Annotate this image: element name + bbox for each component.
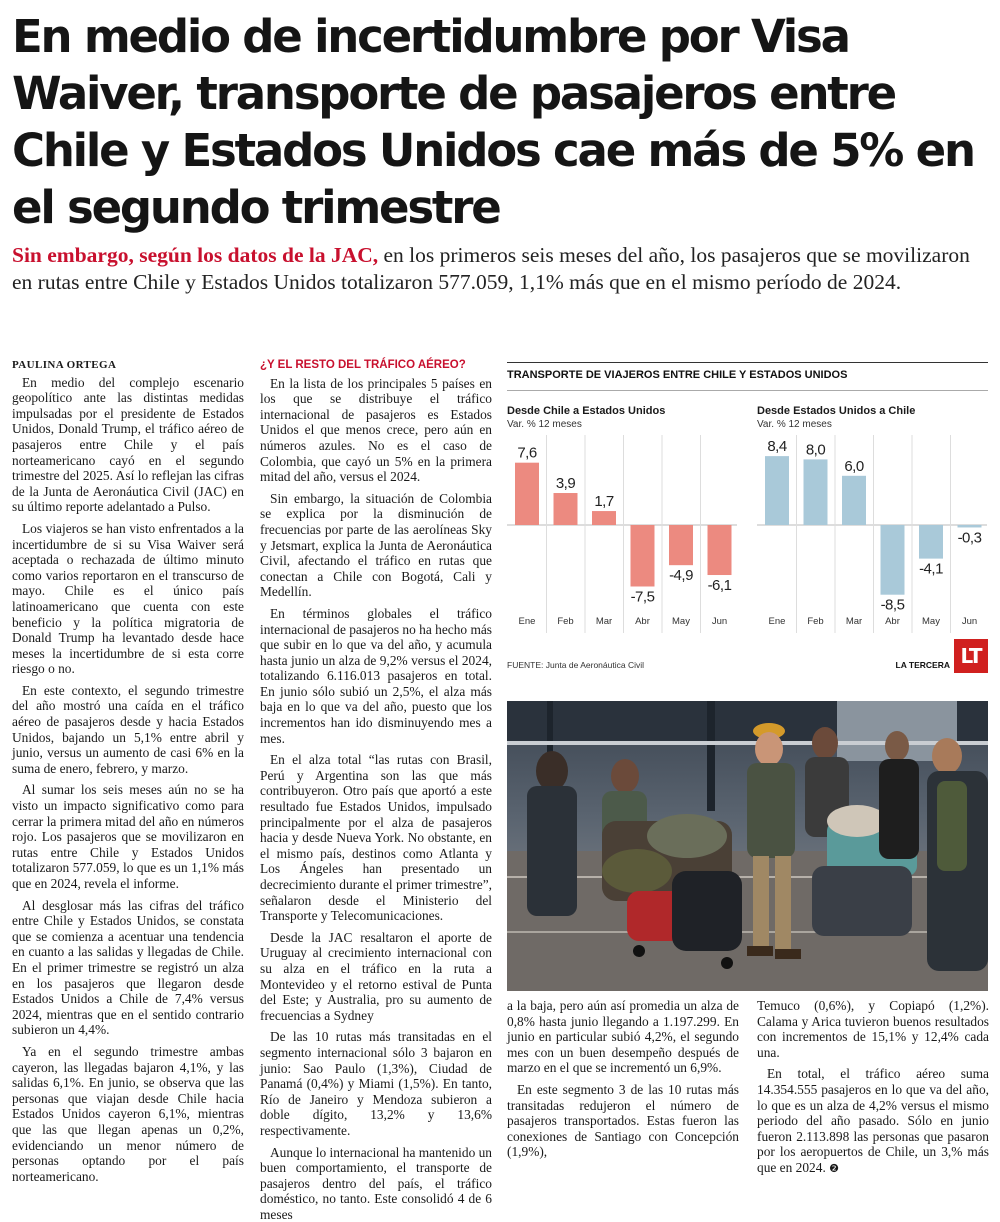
chart-left-title: Desde Chile a Estados Unidos xyxy=(507,405,665,417)
chart-data-label: 8,4 xyxy=(767,438,787,455)
paragraph: En términos globales el tráfico internacional de pasajeros no ha hecho más que subir en lo que va del año, y acumula hasta junio un alza de 9,2% versus el 2024, totalizando 6.116.013 pasajeros en total. En junio sólo subió un 2,5%, el alza más baja en lo que va del año, puesto que los incrementos han ido disminuyendo mes a mes. xyxy=(260,606,492,746)
chart-tick-label: Feb xyxy=(807,616,823,627)
paragraph: Aunque lo internacional ha mantenido un buen comportamiento, el transporte de pasajeros dentro del país, el tráfico doméstico, no tanto. Este consolidó 4 de 6 meses xyxy=(260,1145,492,1222)
bar-chart-panel xyxy=(507,362,988,675)
chart-tick-label: May xyxy=(672,616,690,627)
lede-highlight: Sin embargo, según los datos de la JAC, xyxy=(12,243,378,267)
paragraph: En el alza total “las rutas con Brasil, Perú y Argentina son las que más contribuyeron. Otro país que aportó a este resultado fue Estados Unidos, impulsado principalmente por el alza de pasajeros hacia y desde Nueva York. No obstante, en el mismo país, destinos como Atlanta y Los Ángeles han presentado un decrecimiento durante el primer trimestre”, señalaron desde el Ministerio del Transporte y Telecomunicaciones. xyxy=(260,752,492,924)
chart-title: TRANSPORTE DE VIAJEROS ENTRE CHILE Y ESTADOS UNIDOS xyxy=(507,369,847,381)
paragraph: En la lista de los principales 5 países en los que se distribuye el tráfico internacional de pasajeros es Estados Unidos el que menos crece, pero aún en números azules. No es el caso de Colombia, que cayó un 5% en la primera mitad del año, versus el 2024. xyxy=(260,376,492,485)
lede xyxy=(12,242,987,296)
chart-bar xyxy=(515,463,539,525)
paragraph: Ya en el segundo trimestre ambas cayeron, las llegadas bajaron 4,1%, y las salidas 6,1%. En junio, se observa que las personas que viajan desde Chile hacia Estados Unidos cayeron 6,1%, mientras que las que llegan apenas un 0,2%, evidenciando un menor número de personas optando por el país norteamericano. xyxy=(12,1044,244,1184)
paragraph: Los viajeros se han visto enfrentados a la incertidumbre de si su Visa Waiver será aceptada o rechazada de último minuto como varios reportaron en el transcurso de mayo. Chile es el único país latinoamericano que cuenta con este beneficio y la política migratoria de Donald Trump ha levantado desde hace meses la incertidumbre de si esta corre riesgo o no. xyxy=(12,521,244,677)
chart-data-label: -7,5 xyxy=(631,589,655,606)
chart-bar xyxy=(765,456,789,525)
chart-tick-label: Jun xyxy=(712,616,727,627)
headline: En medio de incertidumbre por Visa Waiver, transporte de pasajeros entre Chile y Estados Unidos cae más de 5% en el segundo trimestre xyxy=(12,8,987,236)
chart-bar xyxy=(631,525,655,587)
chart-bar xyxy=(958,525,982,527)
paragraph: Al desglosar más las cifras del tráfico entre Chile y Estados Unidos, se constata que se comienza a acentuar una tendencia en cuanto a las salidas y llegadas de Chile. En el primer trimestre se registró un alza en los pasajeros que llegaron desde Estados Unidos a Chile de 7,4% versus 2024, mientras que en el sentido contrario subieron un 4,4%. xyxy=(12,898,244,1038)
chart-data-label: -8,5 xyxy=(881,597,905,614)
paragraph: Al sumar los seis meses aún no se ha visto un impacto significativo como para cerrar la primera mitad del año en números rojo. Los pasajeros que se movilizaron en rutas entre Chile y Estados Unidos totalizaron 577.059, lo que es un 1,1% más que en 2024, revela el informe. xyxy=(12,782,244,891)
chart-bar xyxy=(592,511,616,525)
chart-tick-label: Jun xyxy=(962,616,977,627)
paragraph: Desde la JAC resaltaron el aporte de Uruguay al crecimiento internacional con su alza en el tráfico en la ruta a Montevideo y el retorno estival de Punta del Este; y Australia, pro su aumento de frecuencias a Sydney xyxy=(260,930,492,1024)
chart-data-label: -6,1 xyxy=(708,577,732,594)
chart-tick-label: Ene xyxy=(769,616,786,627)
paragraph: En medio del complejo escenario geopolítico ante las distintas medidas impulsadas por el presidente de Estados Unidos, Donald Trump, el tráfico aéreo de pasajeros entre Chile y el país norteamericano cayó en el segundo trimestre del 2025. Así lo reflejan las cifras de la Junta de Aeronáutica Civil (JAC) en su último reporte adelantado a Pulso. xyxy=(12,375,244,515)
chart-bar xyxy=(881,525,905,595)
chart-tick-label: Ene xyxy=(519,616,536,627)
chart-data-label: -4,1 xyxy=(919,561,943,578)
paragraph: Temuco (0,6%), y Copiapó (1,2%). Calama y Arica tuvieron buenos resultados con incrementos de 15,1% y 12,4% cada una. xyxy=(757,998,989,1060)
article-column-3 xyxy=(507,998,739,1158)
chart-data-label: 8,0 xyxy=(806,441,826,458)
airport-photo-illustration xyxy=(507,701,988,991)
chart-right-subtitle: Var. % 12 meses xyxy=(757,419,832,430)
chart-tick-label: Mar xyxy=(596,616,612,627)
paragraph: Sin embargo, la situación de Colombia se explica por la disminución de frecuencias por parte de las aerolíneas Sky y Jetsmart, explica la Junta de Aeronáutica Civil, afectando el tráfico en rutas que conectan a Chile con Bogotá, Cali y Medellín. xyxy=(260,491,492,600)
chart-data-label: 3,9 xyxy=(556,475,576,492)
paragraph: En este contexto, el segundo trimestre del año mostró una caída en el tráfico aéreo de pasajeros desde y hacia Estados Unidos, bajando un 5,1% entre abril y junio, versus un aumento de casi 6% en la suma de enero, febrero, y marzo. xyxy=(12,683,244,777)
article-column-4 xyxy=(757,998,989,1158)
la-tercera-logo: LT xyxy=(954,639,988,673)
byline: PAULINA ORTEGA xyxy=(12,358,244,374)
chart-bar xyxy=(919,525,943,559)
article-column-2 xyxy=(260,358,492,1153)
chart-right-title: Desde Estados Unidos a Chile xyxy=(757,405,915,417)
paragraph: De las 10 rutas más transitadas en el segmento internacional sólo 3 bajaron en junio: Sao Paulo (1,3%), Ciudad de Panamá (0,4%) y Miami (1,5%). En tanto, Río de Janeiro y Mendoza subieron a doble dígito, 13,2% y 13,6% respectivamente. xyxy=(260,1029,492,1138)
section-subhead: ¿Y EL RESTO DEL TRÁFICO AÉREO? xyxy=(260,358,492,374)
chart-data-label: 1,7 xyxy=(594,493,614,510)
chart-data-label: 6,0 xyxy=(844,458,864,475)
chart-left-subtitle: Var. % 12 meses xyxy=(507,419,582,430)
chart-credit: LA TERCERA xyxy=(896,660,950,670)
chart-bar xyxy=(669,525,693,565)
chart-bar xyxy=(708,525,732,575)
article-column-1 xyxy=(12,358,244,1153)
chart-data-label: -4,9 xyxy=(669,567,693,584)
chart-tick-label: Abr xyxy=(635,616,650,627)
chart-data-label: -0,3 xyxy=(958,529,982,546)
chart-tick-label: May xyxy=(922,616,940,627)
chart-bar xyxy=(842,476,866,525)
chart-tick-label: Feb xyxy=(557,616,573,627)
chart-bar xyxy=(554,493,578,525)
paragraph: a la baja, pero aún así promedia un alza de 0,8% hasta junio llegando a 1.197.299. En junio en particular subió 4,2%, el segundo mes con un buen desempeño después de marzo en el que se incrementó un 6,9%. xyxy=(507,998,739,1076)
chart-source: FUENTE: Junta de Aeronáutica Civil xyxy=(507,660,644,670)
paragraph xyxy=(757,1066,989,1177)
chart-bar xyxy=(804,459,828,525)
chart-tick-label: Abr xyxy=(885,616,900,627)
airport-photo xyxy=(507,701,988,991)
paragraph: En este segmento 3 de las 10 rutas más transitadas redujeron el número de pasajeros transportados. Estas fueron las conexiones de Santiago con Concepción (1,9%), xyxy=(507,1082,739,1160)
end-mark: ❷ xyxy=(829,1163,839,1175)
paragraph-text: En total, el tráfico aéreo suma 14.354.555 pasajeros en lo que va del año, lo que es un alza de 4,2% versus el mismo periodo del año pasado. Sólo en junio fueron 2.113.898 las personas que pasaron por los aeropuertos de Chile, un 3,% más que en 2024. xyxy=(757,1066,989,1175)
lede-text: en los primeros seis meses del año, los pasajeros que se movilizaron en rutas entre Chile y Estados Unidos totalizaron 577.059, 1,1% más que en el mismo período de 2024. xyxy=(12,243,970,294)
chart-tick-label: Mar xyxy=(846,616,862,627)
chart-data-label: 7,6 xyxy=(517,445,537,462)
chart-svg xyxy=(507,363,988,675)
